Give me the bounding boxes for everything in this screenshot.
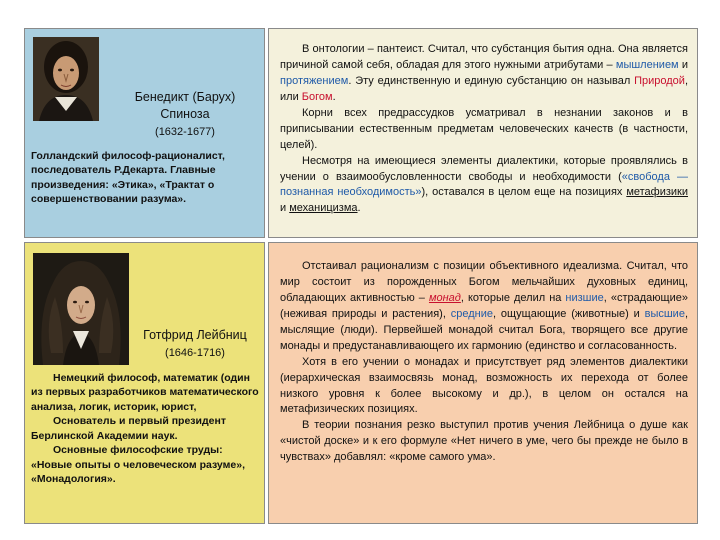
spinoza-text — [280, 42, 688, 217]
leibniz-text-panel — [268, 242, 698, 524]
spinoza-dates: (1632-1677) — [155, 126, 215, 138]
leibniz-portrait — [33, 253, 129, 365]
leibniz-bio-1: Немецкий философ, математик (один из первых разработчиков математического анализа, логик, историк, юрист, — [31, 372, 259, 413]
leibniz-bio — [31, 371, 261, 487]
leibniz-paragraph-2: Хотя в его учении о монадах и присутствует ряд элементов диалектики (иерархическая взаимосвязь монад, возможность их перехода от более низкого уровня к более высокому и др.), в целом он остался на метафизических позициях. — [280, 355, 688, 416]
term-nature: Природой — [634, 74, 685, 87]
term-metaphysics: метафизики — [626, 186, 688, 199]
leibniz-paragraph-3: В теории познания резко выступил против учения Лейбница о душе как «чистой доске» и к его формуле «Нет ничего в уме, чего бы прежде не было в чувствах» добавлял: «кроме самого ума». — [280, 419, 688, 464]
spinoza-name-line1: Бенедикт (Барух) — [134, 90, 236, 104]
term-freedom-quote: «свобода — познанная необходимость» — [280, 170, 688, 199]
leibniz-dates: (1646-1716) — [165, 347, 225, 359]
leibniz-bio-2: Основатель и первый президент Берлинской Академии наук. — [31, 415, 226, 442]
term-lower: низшие — [565, 291, 604, 304]
leibniz-paragraph-1: Отстаивал рационализм с позиции объективного идеализма. Считал, что мир состоит из порожденных Богом мельчайших духовных единиц, обладающих активностью – монад, которые делил на низшие, «страдающие» (неживая природы и растения), средние, ощущающие (животные) и высшие, мыслящие (люди). Первейшей монадой считал Бога, творящего все другие монады и предустанавливающего их гармонию (единство и согласованность. — [280, 260, 688, 352]
spinoza-paragraph-3: Несмотря на имеющиеся элементы диалектики, которые проявлялись в учении о взаимообусловленности свободы и необходимости («свобода — познанная необходимость»), оставался в целом еще на позициях метафизики и механицизма. — [280, 154, 688, 215]
term-extension: протяжением — [280, 74, 349, 87]
spinoza-name — [105, 89, 265, 123]
spinoza-paragraph-2: Корни всех предрассудков усматривал в незнании законов и в приписывании естественным предметам человеческих качеств (в частности, целей). — [280, 106, 688, 151]
leibniz-name: Готфрид Лейбниц — [143, 328, 247, 342]
term-higher: высшие — [644, 307, 685, 320]
term-god: Богом — [301, 90, 333, 103]
spinoza-info-panel — [24, 28, 265, 238]
term-middle: средние — [450, 307, 493, 320]
leibniz-info-panel — [24, 242, 265, 524]
spinoza-text-panel — [268, 28, 698, 238]
term-thinking: мышлением — [615, 58, 679, 71]
spinoza-bio: Голландский философ-рационалист, последователь Р.Декарта. Главные произведения: «Этика», «Трактат о совершенствовании разума». — [31, 150, 225, 206]
leibniz-text — [280, 259, 688, 466]
leibniz-bio-3: Основные философские труды: «Новые опыты о человеческом разуме», «Монадология». — [31, 444, 245, 486]
spinoza-name-line2: Спиноза — [160, 106, 210, 121]
term-monad: монад — [428, 291, 461, 304]
term-mechanicism: механицизма — [289, 202, 358, 215]
spinoza-portrait — [33, 37, 99, 121]
spinoza-paragraph-1: В онтологии – пантеист. Считал, что субстанция бытия одна. Она является причиной самой себя, обладая для этого нужными атрибутами – мышлением и протяжением. Эту единственную и единую субстанцию он называл Природой, или Богом. — [280, 43, 688, 103]
